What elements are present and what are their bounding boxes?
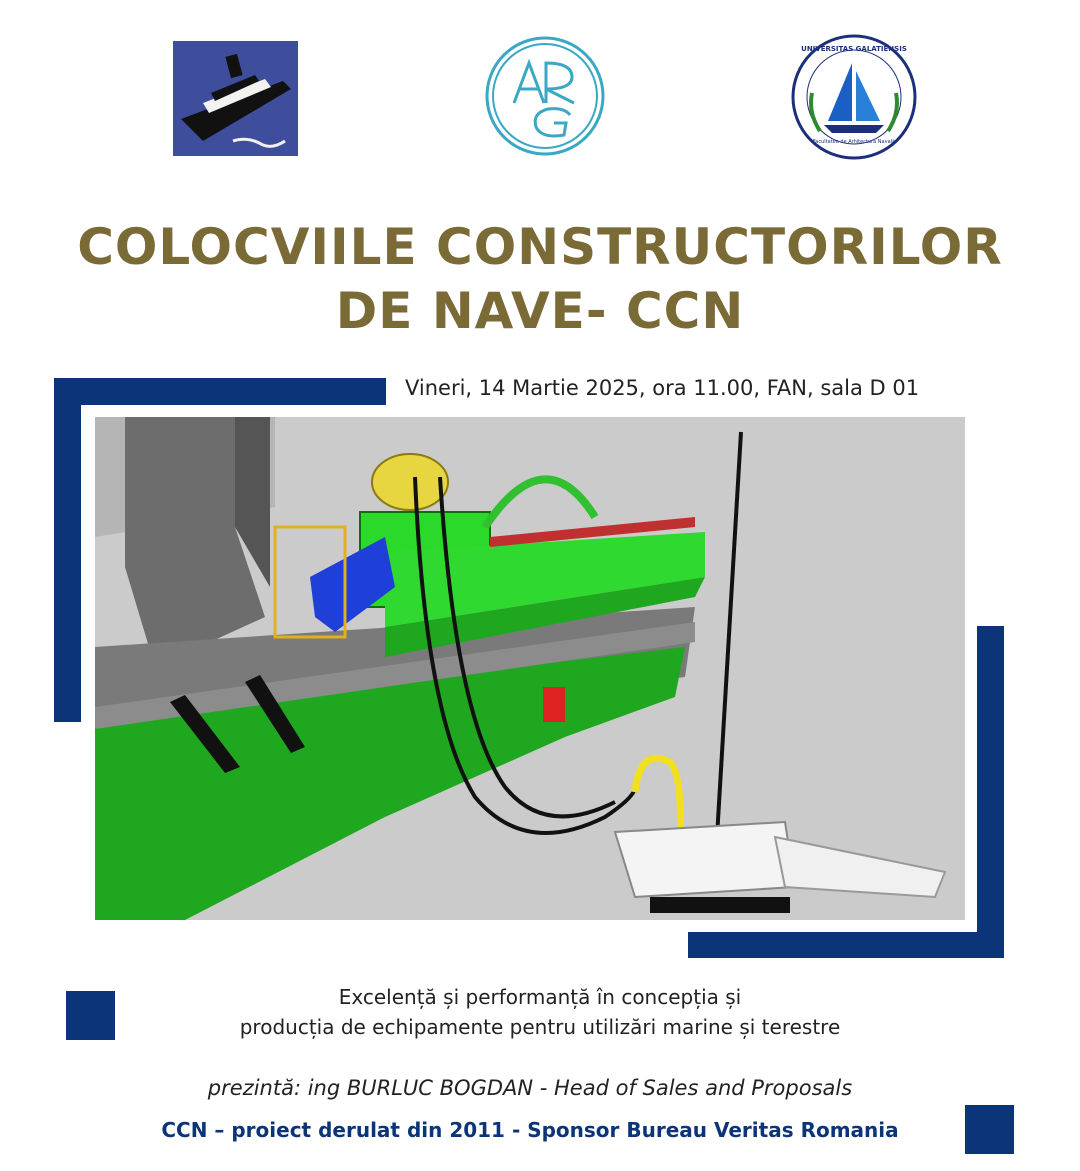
page-title-line2: DE NAVE- CCN: [335, 282, 745, 340]
ship-icon: [173, 41, 298, 156]
description-line2: producția de echipamente pentru utilizări marine și terestre: [239, 1015, 841, 1039]
vessel-illustration: [95, 417, 965, 920]
decor-square-left: [66, 991, 115, 1040]
university-seal-icon: [790, 33, 918, 161]
page-title: COLOCVIILE CONSTRUCTORILOR: [77, 218, 1003, 276]
presenter-line: prezintă: ing BURLUC BOGDAN - Head of Sales and Proposals: [207, 1076, 853, 1100]
university-seal-logo: [790, 33, 918, 161]
svg-text:Facultatea de Arhitectură Nava: Facultatea de Arhitectură Navală: [812, 139, 896, 145]
arg-monogram-logo: [484, 35, 606, 157]
vessel-render-image: [95, 417, 965, 920]
frame-right-bar: [977, 626, 1004, 958]
footer-sponsor: CCN – proiect derulat din 2011 - Sponsor Bureau Veritas Romania: [161, 1118, 899, 1142]
description-line1: Excelență și performanță în concepția și: [338, 985, 742, 1009]
arg-monogram-icon: [484, 35, 606, 157]
frame-left-bar: [54, 378, 81, 722]
event-date: Vineri, 14 Martie 2025, ora 11.00, FAN, sala D 01: [405, 376, 920, 400]
frame-bottom-bar: [688, 932, 1004, 958]
ship-logo: [173, 41, 298, 156]
frame-top-bar: [54, 378, 386, 405]
decor-square-right: [965, 1105, 1014, 1154]
svg-text:UNIVERSITAS GALATIENSIS: UNIVERSITAS GALATIENSIS: [801, 45, 907, 53]
